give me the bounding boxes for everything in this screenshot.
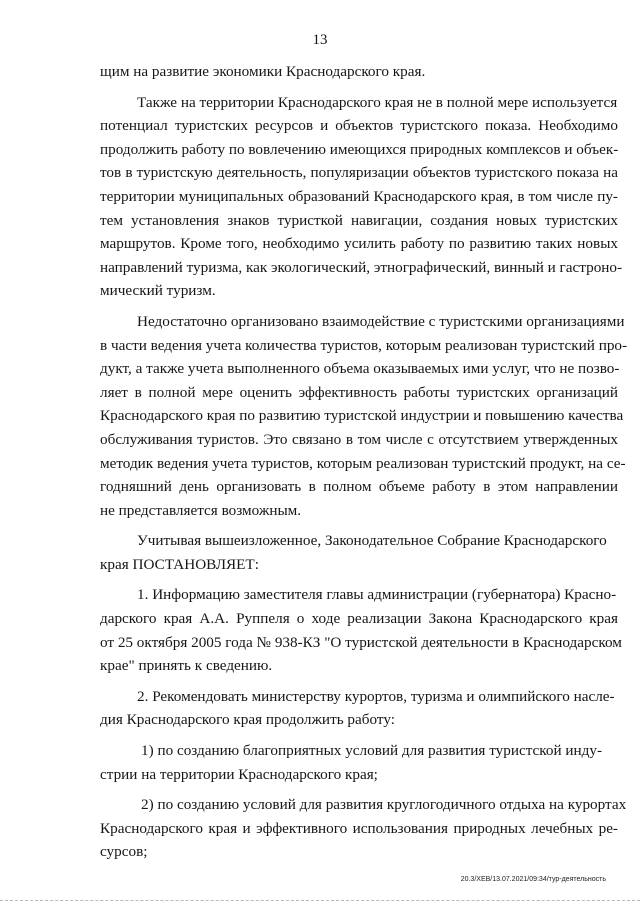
text-line: обслуживания туристов. Это связано в том числе с отсутствием утвержденных — [100, 430, 618, 448]
paragraph-gap — [100, 786, 618, 793]
text-line: дарского края А.А. Руппеля о ходе реализации Закона Краснодарского края — [100, 610, 618, 628]
text-line: 1. Информацию заместителя главы администрации (губернатора) Красно- — [137, 586, 617, 604]
text-line: Недостаточно организовано взаимодействие с туристскими организациями — [137, 312, 625, 330]
text-line: не представляется возможным. — [100, 501, 302, 519]
text-line: 2) по созданию условий для развития круглогодичного отдыха на курортах — [141, 796, 627, 814]
paragraph-gap — [100, 522, 618, 529]
text-line: направлений туризма, как экологический, этнографический, винный и гастроно- — [100, 258, 623, 276]
text-line: годняшний день организовать в полном объеме работу в этом направлении — [100, 478, 618, 496]
paragraph-gap — [100, 678, 618, 685]
text-line: края ПОСТАНОВЛЯЕТ: — [100, 555, 259, 573]
text-line: стрии на территории Краснодарского края; — [100, 765, 378, 783]
text-line: продолжить работу по вовлечению имеющихся природных комплексов и объек- — [100, 140, 619, 158]
text-line: потенциал туристских ресурсов и объектов туристского показа. Необходимо — [100, 117, 618, 135]
text-line: Учитывая вышеизложенное, Законодательное Собрание Краснодарского — [137, 532, 607, 550]
page-number: 13 — [312, 32, 328, 48]
text-line: ляет в полной мере оценить эффективность работы туристских организаций — [100, 383, 618, 401]
paragraph-gap — [100, 84, 618, 91]
paragraph-gap — [100, 576, 618, 583]
scan-edge-divider — [0, 900, 640, 901]
paragraph-gap — [100, 303, 618, 310]
text-line: Также на территории Краснодарского края не в полной мере используется — [137, 93, 618, 111]
text-line: маршрутов. Кроме того, необходимо усилить работу по развитию таких новых — [100, 235, 618, 253]
text-line: в части ведения учета количества туристов, которым реализован туристский про- — [100, 336, 628, 354]
text-line: 1) по созданию благоприятных условий для развития туристской инду- — [141, 742, 603, 760]
text-line: мический туризм. — [100, 282, 216, 300]
document-body — [100, 60, 628, 864]
text-line: дукт, а также учета выполненного объема оказываемых ими услуг, что не позво- — [100, 360, 620, 378]
text-line: методик ведения учета туристов, которым реализован туристский продукт, на се- — [100, 454, 626, 472]
text-line: щим на развитие экономики Краснодарского края. — [100, 63, 426, 80]
text-line: тем установления знаков туристкой навигации, создания новых туристских — [100, 211, 618, 229]
document-footer-code: 20.3/ХЕВ/13.07.2021/09:34/тур-деятельность — [460, 876, 606, 883]
text-line: дия Краснодарского края продолжить работу: — [100, 711, 395, 729]
text-line: от 25 октября 2005 года № 938-КЗ "О туристской деятельности в Краснодарском — [100, 633, 622, 651]
text-line: сурсов; — [100, 843, 148, 861]
paragraph-gap — [100, 732, 618, 739]
text-line: Краснодарского края и эффективного использования природных лечебных ре- — [100, 819, 618, 837]
text-line: территории муниципальных образований Краснодарского края, в том числе пу- — [100, 187, 618, 205]
text-line: 2. Рекомендовать министерству курортов, туризма и олимпийского насле- — [137, 687, 615, 705]
text-line: тов в туристскую деятельность, популяризации объектов туристского показа на — [100, 164, 618, 182]
text-line: крае" принять к сведению. — [100, 657, 273, 675]
text-line: Краснодарского края по развитию туристской индустрии и повышению качества — [100, 407, 624, 425]
